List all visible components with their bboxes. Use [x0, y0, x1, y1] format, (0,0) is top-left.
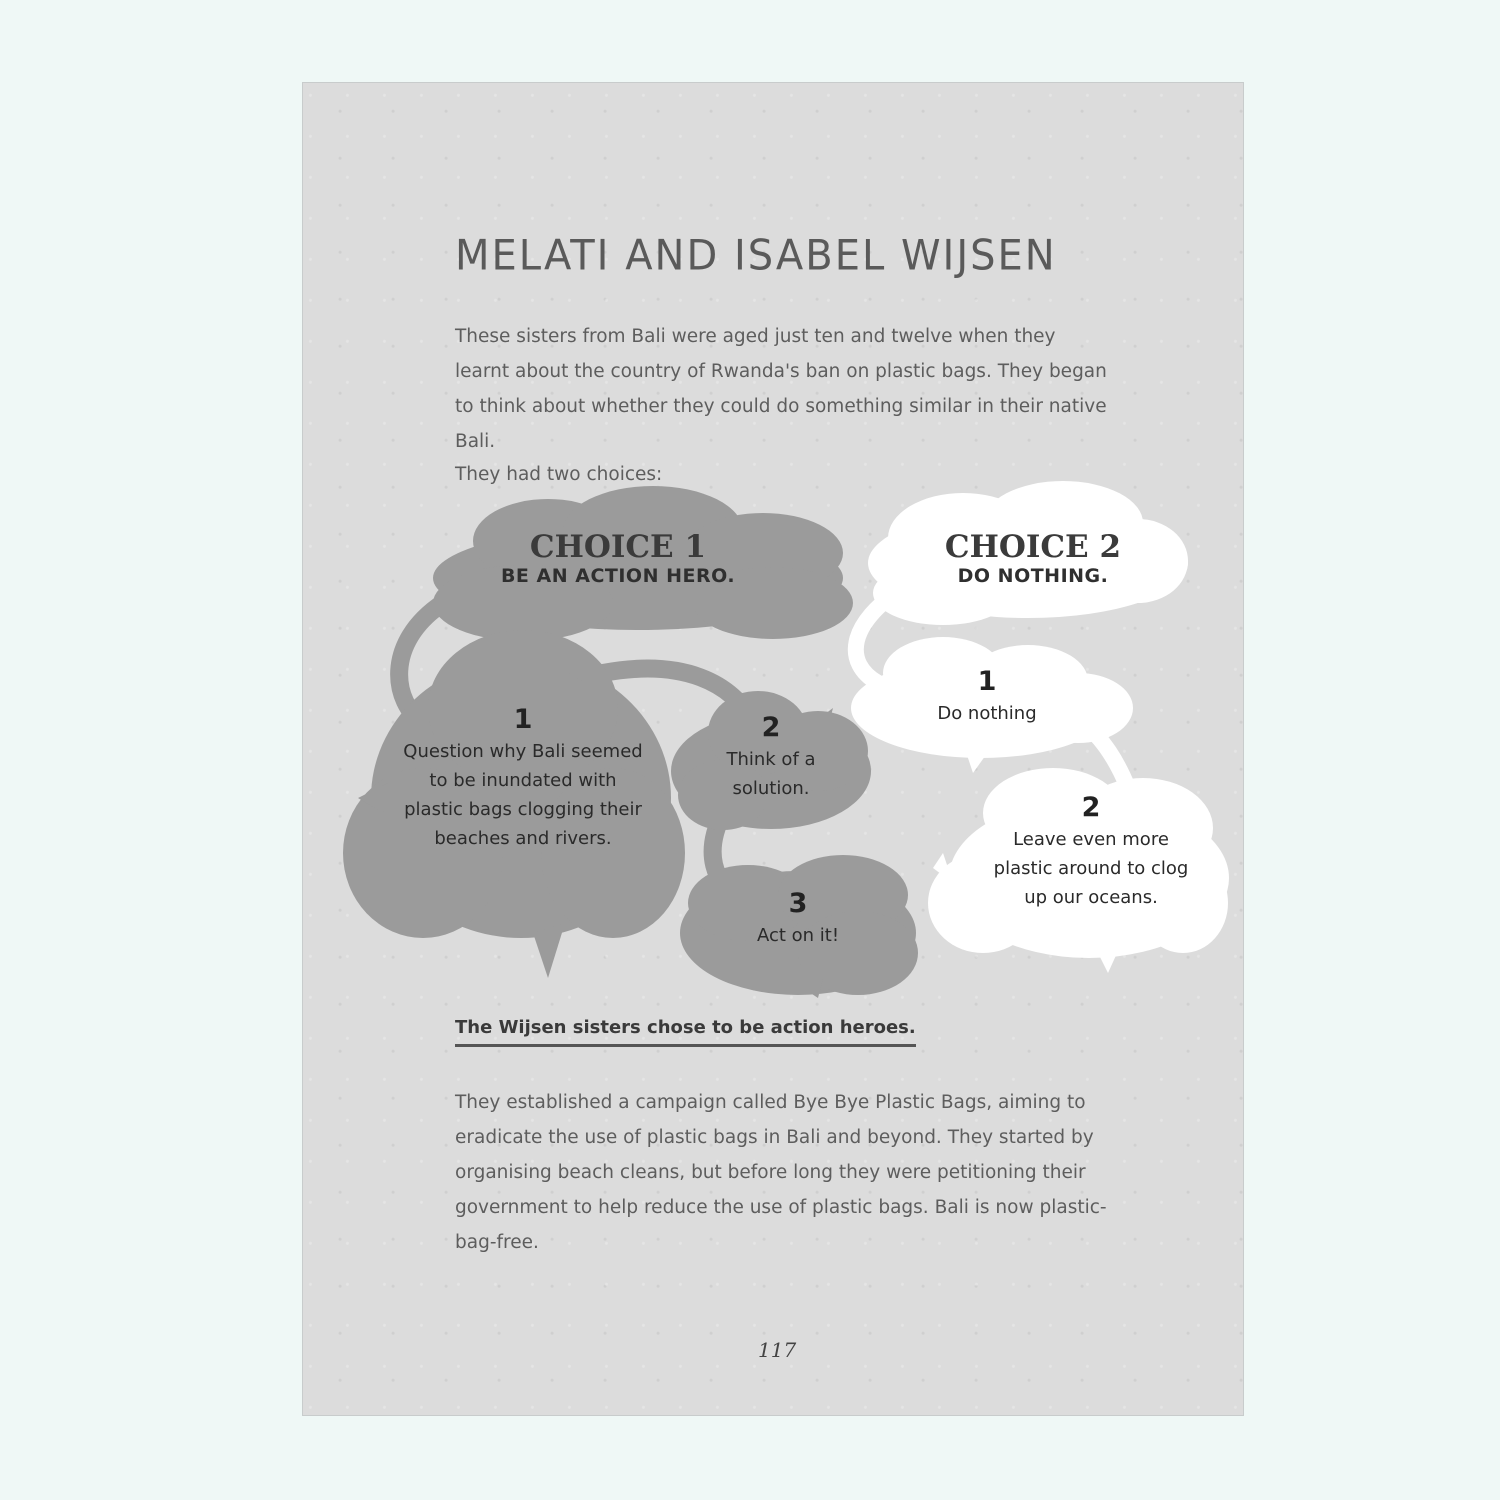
intro-paragraph: These sisters from Bali were aged just ten and twelve when they learnt about the country of Rwanda's ban on plastic bags. They began to think about whether they could do something similar in their native Bali.	[455, 326, 1107, 452]
closing-paragraph: They established a campaign called Bye Bye Plastic Bags, aiming to eradicate the use of plastic bags in Bali and beyond. They started by organising beach cleans, but before long they were petitioning their government to help reduce the use of plastic bags. Bali is now plastic-bag-free.	[455, 1092, 1107, 1253]
choices-lead-text: They had two choices:	[455, 464, 663, 485]
choice2-step1-text: Do nothing	[937, 703, 1037, 724]
verdict-text: The Wijsen sisters chose to be action heroes.	[455, 1017, 916, 1047]
choice2-subheading: DO NOTHING.	[957, 565, 1109, 587]
book-page	[302, 82, 1244, 1416]
choice2-heading-block	[883, 529, 1183, 587]
choice2-step2-text: Leave even more plastic around to clog up our oceans.	[993, 829, 1189, 908]
choice2-step1-block	[907, 665, 1067, 728]
choice1-step2-block	[711, 711, 831, 803]
choice1-step3-text: Act on it!	[756, 925, 840, 946]
choice1-step1-text: Question why Bali seemed to be inundated with plastic bags clogging their beaches and rivers.	[403, 741, 643, 849]
choice2-step2-block	[991, 791, 1191, 912]
choice1-step3-block	[738, 887, 858, 950]
choice2-step1-number: 1	[977, 666, 997, 697]
page-number: 117	[758, 1338, 797, 1362]
choice2-heading: CHOICE 2	[944, 529, 1122, 565]
page-title: MELATI AND ISABEL WIJSEN	[455, 231, 1057, 281]
choice1-step1-block	[401, 703, 645, 853]
choice1-heading-block	[458, 529, 778, 587]
choice1-heading: CHOICE 1	[529, 529, 707, 565]
choice2-step2-number: 2	[1081, 792, 1101, 823]
choice1-step2-number: 2	[761, 712, 781, 743]
choice1-step2-text: Think of a solution.	[726, 749, 816, 799]
choice1-step1-number: 1	[513, 704, 533, 735]
choice1-step3-number: 3	[788, 888, 808, 919]
choice1-subheading: BE AN ACTION HERO.	[500, 565, 736, 587]
